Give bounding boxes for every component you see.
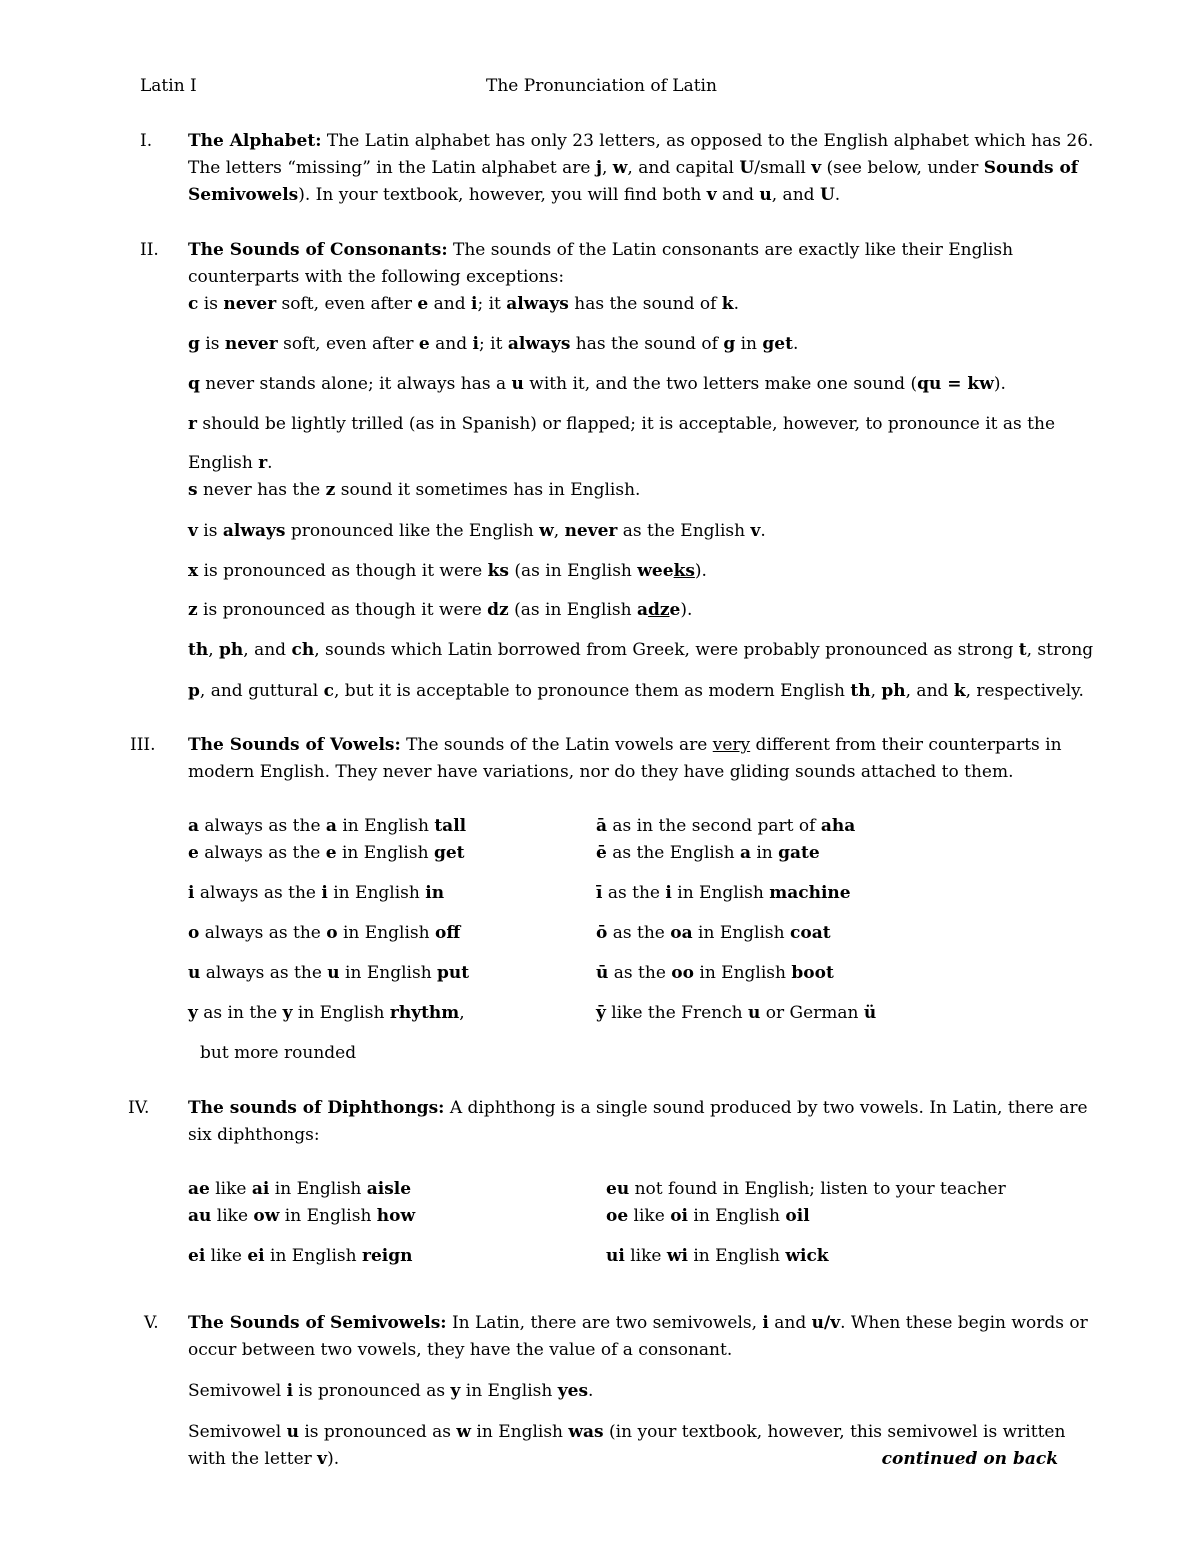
- vowel-short-a: a always as the a in English tall: [188, 816, 467, 836]
- consonant-rule-v: v is always pronounced like the English w, never as the English v.: [188, 521, 766, 541]
- section-heading: The Alphabet:: [188, 131, 322, 151]
- consonants-intro-1: The Sounds of Consonants: The sounds of the Latin consonants are exactly like their English: [188, 240, 1014, 260]
- alphabet-line-2: The letters “missing” in the Latin alphabet are j, w, and capital U/small v (see below, under Sounds of: [188, 158, 1079, 178]
- consonant-rule-z: z is pronounced as though it were dz (as in English adze).: [188, 600, 693, 620]
- vowel-short-i: i always as the i in English in: [188, 883, 445, 903]
- section-heading: The sounds of Diphthongs:: [188, 1098, 445, 1118]
- vowels-intro-1: The Sounds of Vowels: The sounds of the Latin vowels are very different from their counterparts in: [188, 735, 1062, 755]
- page-title: The Pronunciation of Latin: [486, 76, 717, 96]
- diphthong-eu: eu not found in English; listen to your teacher: [606, 1179, 1006, 1199]
- consonant-rule-g: g is never soft, even after e and i; it always has the sound of g in get.: [188, 334, 799, 354]
- section-numeral: I.: [140, 131, 153, 151]
- consonant-rule-r: r should be lightly trilled (as in Spanish) or flapped; it is acceptable, however, to pronounce it as the: [188, 414, 1056, 434]
- continued-note: continued on back: [881, 1449, 1058, 1469]
- consonant-rule-th-cont: p, and guttural c, but it is acceptable to pronounce them as modern English th, ph, and k, respectively.: [188, 681, 1084, 701]
- semivowel-i: Semivowel i is pronounced as y in English yes.: [188, 1381, 594, 1401]
- vowel-short-e: e always as the e in English get: [188, 843, 465, 863]
- semivowels-intro-2: occur between two vowels, they have the value of a consonant.: [188, 1340, 733, 1360]
- vowel-long-e: ē as the English a in gate: [596, 843, 820, 863]
- consonant-rule-s: s never has the z sound it sometimes has in English.: [188, 480, 641, 500]
- section-heading: The Sounds of Consonants:: [188, 240, 448, 260]
- consonants-intro-2: counterparts with the following exceptions:: [188, 267, 565, 287]
- diphthong-au: au like ow in English how: [188, 1206, 416, 1226]
- diphthong-ei: ei like ei in English reign: [188, 1246, 413, 1266]
- section-numeral: II.: [140, 240, 159, 260]
- section-heading: The Sounds of Semivowels:: [188, 1313, 447, 1333]
- consonant-rule-r-cont: English r.: [188, 453, 273, 473]
- diphthong-ae: ae like ai in English aisle: [188, 1179, 412, 1199]
- vowel-short-y: y as in the y in English rhythm,: [188, 1003, 465, 1023]
- consonant-rule-c: c is never soft, even after e and i; it always has the sound of k.: [188, 294, 739, 314]
- course-label: Latin I: [140, 76, 197, 96]
- consonant-rule-q: q never stands alone; it always has a u with it, and the two letters make one sound (qu = kw).: [188, 374, 1006, 394]
- semivowel-u: Semivowel u is pronounced as w in English was (in your textbook, however, this semivowel is written: [188, 1422, 1066, 1442]
- section-numeral: III.: [130, 735, 156, 755]
- vowels-intro-2: modern English. They never have variations, nor do they have gliding sounds attached to them.: [188, 762, 1014, 782]
- semivowel-u-cont: with the letter v).: [188, 1449, 340, 1469]
- consonant-rule-x: x is pronounced as though it were ks (as in English weeks).: [188, 561, 707, 581]
- diphthong-oe: oe like oi in English oil: [606, 1206, 810, 1226]
- vowel-long-i: ī as the i in English machine: [596, 883, 851, 903]
- diphthongs-intro-2: six diphthongs:: [188, 1125, 320, 1145]
- vowel-short-o: o always as the o in English off: [188, 923, 461, 943]
- consonant-rule-th: th, ph, and ch, sounds which Latin borrowed from Greek, were probably pronounced as strong t, strong: [188, 640, 1094, 660]
- diphthongs-intro-1: The sounds of Diphthongs: A diphthong is a single sound produced by two vowels. In Latin, there are: [188, 1098, 1088, 1118]
- diphthong-ui: ui like wi in English wick: [606, 1246, 829, 1266]
- vowel-short-y-cont: but more rounded: [200, 1043, 357, 1063]
- alphabet-line-3: Semivowels). In your textbook, however, you will find both v and u, and U.: [188, 185, 841, 205]
- section-heading: The Sounds of Vowels:: [188, 735, 401, 755]
- vowel-long-u: ū as the oo in English boot: [596, 963, 834, 983]
- alphabet-line-1: The Alphabet: The Latin alphabet has only 23 letters, as opposed to the English alphabet which has 26.: [188, 131, 1094, 151]
- vowel-long-y: ȳ like the French u or German ü: [596, 1003, 877, 1023]
- section-numeral: V.: [144, 1313, 159, 1333]
- section-numeral: IV.: [128, 1098, 150, 1118]
- vowel-long-a: ā as in the second part of aha: [596, 816, 856, 836]
- vowel-long-o: ō as the oa in English coat: [596, 923, 831, 943]
- semivowels-intro-1: The Sounds of Semivowels: In Latin, there are two semivowels, i and u/v. When these begin words or: [188, 1313, 1088, 1333]
- vowel-short-u: u always as the u in English put: [188, 963, 470, 983]
